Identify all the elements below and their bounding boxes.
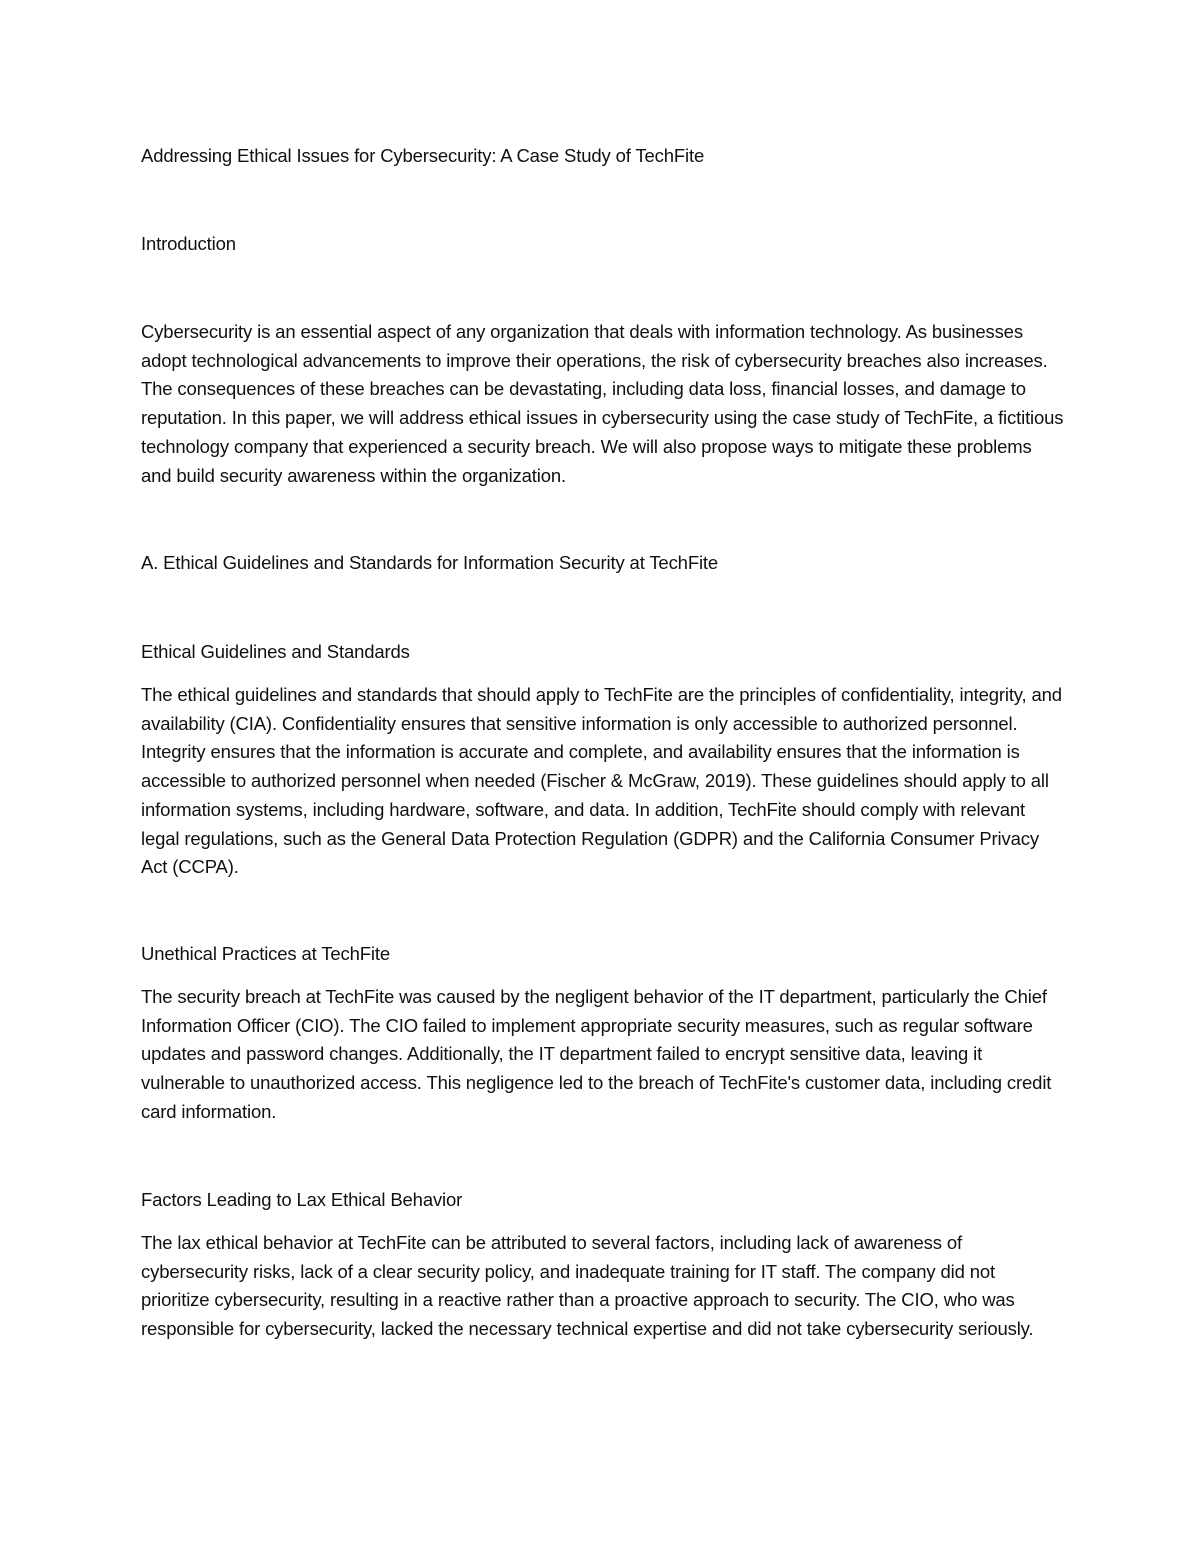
ethical-guidelines-paragraph: The ethical guidelines and standards that should apply to TechFite are the principles of confidentiality, integrity, and availability (CIA). Confidentiality ensures that sensitive information is only accessible to authorized personnel. Integrity ensures that the information is accurate and complete, and availability ensures that the information is accessible to authorized personnel when needed (Fischer & McGraw, 2019). These guidelines should apply to all information systems, including hardware, software, and data. In addition, TechFite should comply with relevant legal regulations, such as the General Data Protection Regulation (GDPR) and the California Consumer Privacy Act (CCPA).	[141, 684, 1062, 878]
document-title: Addressing Ethical Issues for Cybersecurity: A Case Study of TechFite	[141, 145, 705, 166]
lax-behavior-factors-heading: Factors Leading to Lax Ethical Behavior	[141, 1189, 463, 1210]
unethical-practices-heading: Unethical Practices at TechFite	[141, 943, 390, 964]
section-a-heading: A. Ethical Guidelines and Standards for Information Security at TechFite	[141, 552, 719, 573]
introduction-heading: Introduction	[141, 233, 236, 254]
ethical-guidelines-heading: Ethical Guidelines and Standards	[141, 641, 410, 662]
unethical-practices-paragraph: The security breach at TechFite was caused by the negligent behavior of the IT department, particularly the Chief Information Officer (CIO). The CIO failed to implement appropriate security measures, such as regular software updates and password changes. Additionally, the IT department failed to encrypt sensitive data, leaving it vulnerable to unauthorized access. This negligence led to the breach of TechFite's customer data, including credit card information.	[141, 986, 1052, 1122]
lax-behavior-factors-paragraph: The lax ethical behavior at TechFite can be attributed to several factors, including lack of awareness of cybersecurity risks, lack of a clear security policy, and inadequate training for IT staff. The company did not prioritize cybersecurity, resulting in a reactive rather than a proactive approach to security. The CIO, who was responsible for cybersecurity, lacked the necessary technical expertise and did not take cybersecurity seriously.	[141, 1232, 1034, 1340]
introduction-paragraph: Cybersecurity is an essential aspect of any organization that deals with information technology. As businesses adopt technological advancements to improve their operations, the risk of cybersecurity breaches also increases. The consequences of these breaches can be devastating, including data loss, financial losses, and damage to reputation. In this paper, we will address ethical issues in cybersecurity using the case study of TechFite, a fictitious technology company that experienced a security breach. We will also propose ways to mitigate these problems and build security awareness within the organization.	[141, 321, 1064, 486]
